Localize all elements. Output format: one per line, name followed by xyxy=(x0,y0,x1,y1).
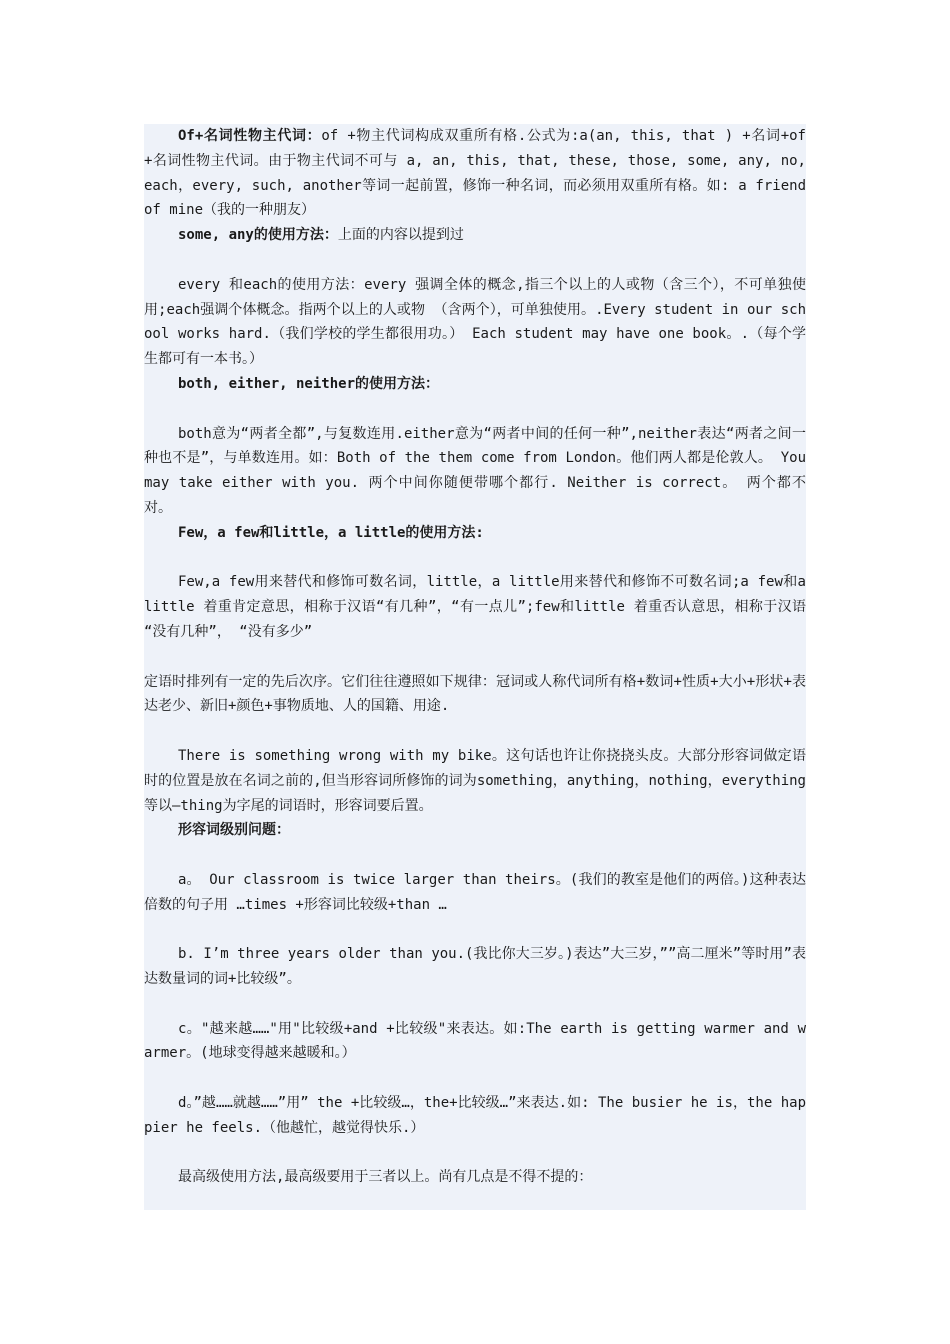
heading-few-little: Few，a few和little，a little的使用方法: xyxy=(178,524,484,541)
heading-of-possessive: Of+名词性物主代词： xyxy=(178,128,322,144)
blank-line xyxy=(144,397,806,422)
paragraph-some-any xyxy=(144,223,806,248)
paragraph-text: of +物主代词构成双重所有格.公式为:a(an, this, that ) +名词+of +名词性物主代词。由于物主代词不可与 a, an, this, that, these, those, some, any, no, each，every, such, another等词一起前置，修饰一种名词，而必须用双重所有格。如: a friend of mine（我的一种朋友） xyxy=(144,128,806,219)
paragraph-something-wrong: There is something wrong with my bike。这句话也许让你挠挠头皮。大部分形容词做定语时的位置是放在名词之前的,但当形容词所修饰的词为something，anything，nothing，everything等以—thing为字尾的词语时，形容词要后置。 xyxy=(144,747,806,814)
blank-line xyxy=(144,992,806,1017)
blank-line xyxy=(144,719,806,744)
paragraph-example-c: c。"越来越……"用"比较级+and +比较级"来表达。如:The earth is getting warmer and warmer。(地球变得越来越暖和。） xyxy=(144,1020,806,1062)
paragraph-every-each: every 和each的使用方法：every 强调全体的概念,指三个以上的人或物（含三个），不可单独使用;each强调个体概念。指两个以上的人或物 （含两个），可单独使用。.Every student in our school works hard.（我们学校的学生都很用功。） Each student may have one book。.（每个学生都可有一本书。） xyxy=(144,276,806,368)
paragraph-text: 上面的内容以提到过 xyxy=(337,227,464,244)
heading-both-either-neither: both, either, neither的使用方法： xyxy=(178,375,440,392)
paragraph-double-possessive xyxy=(144,124,806,223)
paragraph-few-little: Few,a few用来替代和修饰可数名词，little，a little用来替代和修饰不可数名词;a few和a little 着重肯定意思，相称于汉语“有几种”，“有一点儿”;few和little 着重否认意思，相称于汉语 “没有几种”， “没有多少” xyxy=(144,574,806,640)
heading-some-any: some, any的使用方法： xyxy=(178,227,338,244)
paragraph-example-b: b. I’m three years older than you.(我比你大三岁。)表达”大三岁，””高二厘米”等时用”表达数量词的词+比较级”。 xyxy=(144,946,806,988)
paragraph-both-either-neither: both意为“两者全都”,与复数连用.either意为“两者中间的任何一种”,neither表达“两者之间一种也不是”，与单数连用。如：Both of the them come from London。他们两人都是伦敦人。 You may take either with you. 两个中间你随便带哪个都行. Neither is correct。 两个都不对。 xyxy=(144,425,806,516)
paragraph-attribute-order: 定语时排列有一定的先后次序。它们往往遵照如下规律：冠词或人称代词所有格+数词+性质+大小+形状+表达老少、新旧+颜色+事物质地、人的国籍、用途. xyxy=(144,673,806,715)
blank-line xyxy=(144,1141,806,1166)
blank-line xyxy=(144,918,806,943)
paragraph-superlative: 最高级使用方法,最高级要用于三者以上。尚有几点是不得不提的： xyxy=(178,1169,593,1186)
paragraph-example-d: d。”越……就越……”用” the +比较级…，the+比较级…”来表达.如: The busier he is，the happier he feels.（他越忙，越觉得快乐.） xyxy=(144,1095,806,1136)
heading-adjective-degree: 形容词级别问题： xyxy=(178,822,290,839)
paragraph-example-a: a。 Our classroom is twice larger than theirs。(我们的教室是他们的两倍。)这种表达倍数的句子用 …times +形容词比较级+than … xyxy=(144,871,806,913)
blank-line xyxy=(144,1066,806,1091)
article-body xyxy=(144,124,806,1210)
blank-line xyxy=(144,248,806,273)
blank-line xyxy=(144,843,806,868)
blank-line xyxy=(144,546,806,571)
blank-line xyxy=(144,645,806,670)
